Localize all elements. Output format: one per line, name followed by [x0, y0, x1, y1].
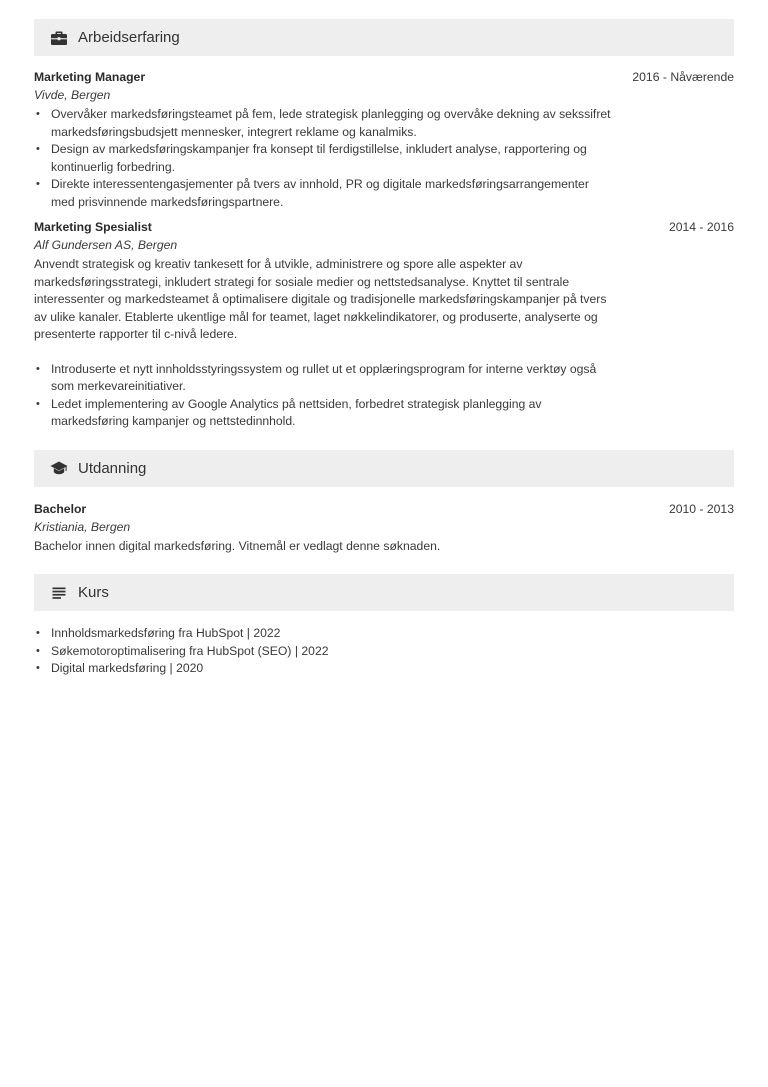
- job-entry: [34, 220, 734, 431]
- list-item: • Søkemotoroptimalisering fra HubSpot (SEO) | 2022: [34, 643, 614, 661]
- section-title: Arbeidserfaring: [78, 29, 180, 46]
- job-title: Marketing Manager: [34, 70, 146, 84]
- job-company: Alf Gundersen AS, Bergen: [34, 238, 178, 252]
- list-item: • Introduserte et nytt innholdsstyringssystem og rullet ut et opplæringsprogram for interne verktøy også som merkevareinitiativer.: [34, 361, 614, 396]
- briefcase-icon: [50, 29, 68, 47]
- job-title: Marketing Spesialist: [34, 220, 152, 234]
- list-item: • Innholdsmarkedsføring fra HubSpot | 2022: [34, 625, 614, 643]
- job-entry: [34, 70, 734, 211]
- list-item: • Digital markedsføring | 2020: [34, 660, 614, 678]
- graduation-cap-icon: [50, 459, 68, 477]
- course-list: [34, 625, 614, 678]
- job-bullets: [34, 361, 614, 431]
- job-date: 2014 - 2016: [668, 220, 734, 234]
- school-name: Kristiania, Bergen: [34, 519, 131, 534]
- list-item: • Ledet implementering av Google Analytics på nettsiden, forbedret strategisk planlegging av markedsføring kampanjer og nettstedinnhold.: [34, 396, 614, 431]
- section-header-work: [34, 19, 734, 56]
- section-title: Kurs: [78, 584, 109, 601]
- list-lines-icon: [50, 584, 68, 602]
- job-company: Vivde, Bergen: [34, 88, 111, 102]
- job-date: 2016 - Nåværende: [632, 70, 734, 84]
- list-item: • Design av markedsføringskampanjer fra konsept til ferdigstillelse, inkludert analyse, rapportering og kontinuerlig forbedring.: [34, 141, 614, 176]
- section-header-education: [34, 450, 734, 487]
- list-item: • Direkte interessentengasjementer på tvers av innhold, PR og digitale markedsføringsarrangementer med prisvinnende markedsføringspartnere.: [34, 176, 614, 211]
- job-bullets: [34, 106, 614, 211]
- education-date: 2010 - 2013: [668, 501, 734, 516]
- education-description: Bachelor innen digital markedsføring. Vitnemål er vedlagt denne søknaden.: [34, 538, 441, 553]
- list-item: • Overvåker markedsføringsteamet på fem, lede strategisk planlegging og overvåke dekning av sekssifret markedsføringsbudsjett mennesker, integrert reklame og kanalmiks.: [34, 106, 614, 141]
- job-description: Anvendt strategisk og kreativ tankesett for å utvikle, administrere og spore alle aspekter av markedsføringsstrategi, inkludert strategi for sosiale medier og nettstedsanalyse. Knyttet til sentrale interessenter og markedsteamet å optimalisere digitale og tradisjonelle markedsføringskampanjer på tvers av ulike kanaler. Etablerte ukentlige mål for teamet, laget nøkkelindikatorer, og produserte, analyserte og presenterte rapporter til c-nivå ledere.: [34, 257, 607, 341]
- degree-title: Bachelor: [34, 501, 87, 516]
- section-title: Utdanning: [78, 459, 147, 477]
- section-header-courses: [34, 574, 734, 611]
- resume-page: [34, 19, 734, 678]
- education-entry: [34, 502, 734, 556]
